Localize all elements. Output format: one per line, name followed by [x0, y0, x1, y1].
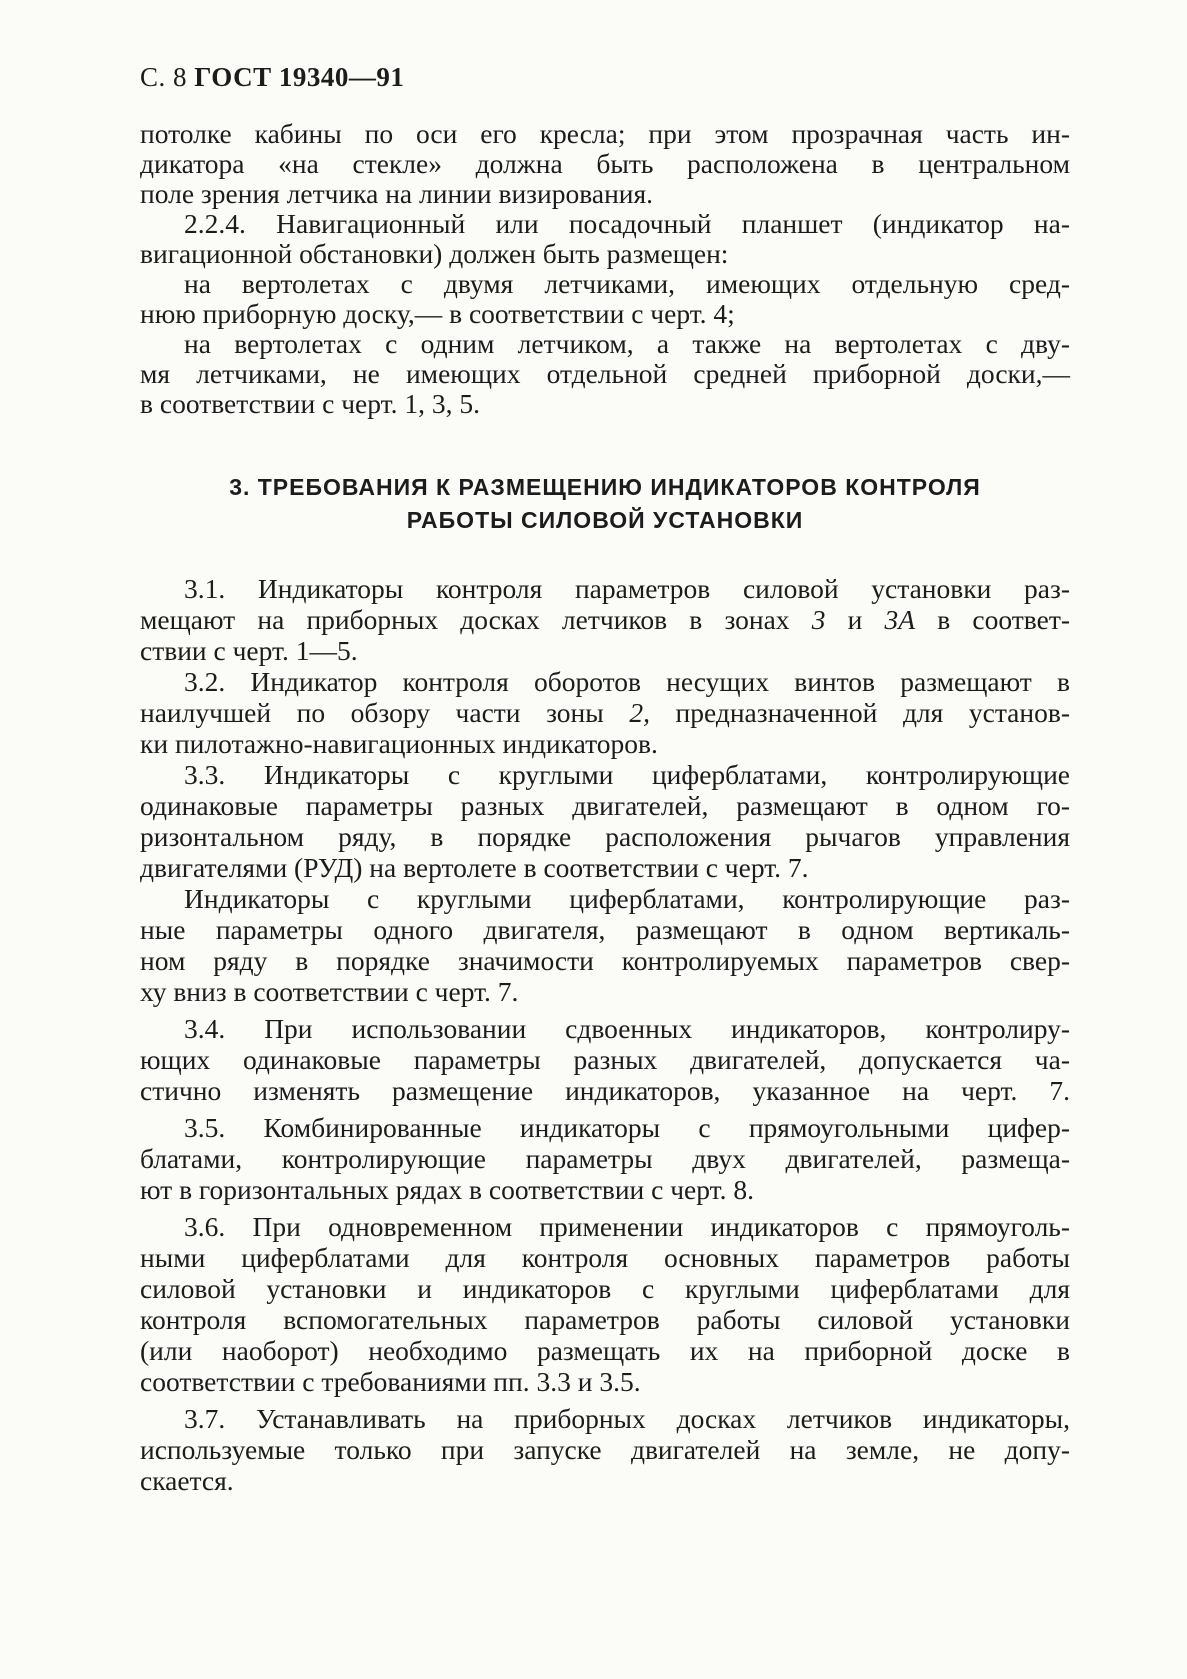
zone-label: 3 [811, 604, 826, 635]
clause-3-2: 3.2. Индикатор контроля оборотов несущих винтов размещают в [184, 666, 1070, 697]
continuation-text [140, 119, 1070, 419]
text-line: потолке кабины по оси его кресла; при этом прозрачная часть ин- [140, 118, 1070, 149]
text-line: контроля вспомогательных параметров работы силовой установки [140, 1304, 1070, 1335]
text-line: ными циферблатами для контроля основных параметров работы [140, 1242, 1070, 1273]
clause-3-3-paragraph-2: Индикаторы с круглыми циферблатами, контролирующие раз- [184, 883, 1070, 914]
clause-3-4: 3.4. При использовании сдвоенных индикаторов, контролиру- [184, 1013, 1070, 1044]
zone-label: 3А [884, 604, 916, 635]
clause-2-2-4-item-a: на вертолетах с двумя летчиками, имеющих отдельную сред- [184, 268, 1070, 299]
clause-3-1: 3.1. Индикаторы контроля параметров силовой установки раз- [184, 573, 1070, 604]
clause-2-2-4: 2.2.4. Навигационный или посадочный планшет (индикатор на- [184, 208, 1070, 239]
text-line: скается. [140, 1465, 234, 1496]
page-header [140, 62, 1070, 93]
text-line: поле зрения летчика на линии визирования. [140, 178, 654, 209]
clause-3-3: 3.3. Индикаторы с круглыми циферблатами, контролирующие [184, 759, 1070, 790]
text-line: в соответствии с черт. 1, 3, 5. [140, 388, 480, 419]
text-line: блатами, контролирующие параметры двух двигателей, размеща- [140, 1143, 1070, 1174]
text-line: ризонтальном ряду, в порядке расположения рычагов управления [140, 821, 1070, 852]
clause-3-6: 3.6. При одновременном применении индикаторов с прямоуголь- [184, 1211, 1070, 1242]
clause-3-7: 3.7. Устанавливать на приборных досках летчиков индикаторы, [184, 1403, 1070, 1434]
text-line: ки пилотажно-навигационных индикаторов. [140, 728, 658, 759]
zone-label: 2, [629, 697, 650, 728]
document-page [140, 62, 1070, 1496]
section-title-line: РАБОТЫ СИЛОВОЙ УСТАНОВКИ [406, 507, 804, 533]
clause-3-5: 3.5. Комбинированные индикаторы с прямоугольными цифер- [184, 1112, 1070, 1143]
text-line: дикатора «на стекле» должна быть расположена в центральном [140, 148, 1070, 179]
text-line: ном ряду в порядке значимости контролируемых параметров свер- [140, 945, 1070, 976]
text-line: силовой установки и индикаторов с круглыми циферблатами для [140, 1273, 1070, 1304]
section-3-body [140, 573, 1070, 1496]
text-line: ствии с черт. 1—5. [140, 635, 358, 666]
text-line: нюю приборную доску,— в соответствии с черт. 4; [140, 298, 735, 329]
text-line: одинаковые параметры разных двигателей, размещают в одном го- [140, 790, 1070, 821]
text-line: наилучшей по обзору части зоны 2, предназначенной для установ- [140, 697, 1070, 728]
clause-2-2-4-item-b: на вертолетах с одним летчиком, а также на вертолетах с дву- [184, 328, 1070, 359]
text-line: ющих одинаковые параметры разных двигателей, допускается ча- [140, 1044, 1070, 1075]
text-line: мя летчиками, не имеющих отдельной средней приборной доски,— [140, 358, 1070, 389]
text-line: ху вниз в соответствии с черт. 7. [140, 976, 519, 1007]
text-line: (или наоборот) необходимо размещать их на приборной доске в [140, 1335, 1070, 1366]
text-line: двигателями (РУД) на вертолете в соответствии с черт. 7. [140, 852, 809, 883]
text-line: мещают на приборных досках летчиков в зонах 3 и 3А в соответ- [140, 604, 1070, 635]
text-line: используемые только при запуске двигателей на земле, не допу- [140, 1434, 1070, 1465]
text-line: ют в горизонтальных рядах в соответствии с черт. 8. [140, 1174, 754, 1205]
document-code: ГОСТ 19340—91 [194, 62, 405, 92]
section-title-line: 3. ТРЕБОВАНИЯ К РАЗМЕЩЕНИЮ ИНДИКАТОРОВ КОНТРОЛЯ [229, 474, 981, 500]
text-line: соответствии с требованиями пп. 3.3 и 3.5. [140, 1366, 641, 1397]
section-3-heading [140, 471, 1070, 537]
page-number: С. 8 [140, 62, 188, 92]
text-line: стично изменять размещение индикаторов, указанное на черт. 7. [140, 1075, 1070, 1106]
text-line: ные параметры одного двигателя, размещают в одном вертикаль- [140, 914, 1070, 945]
text-line: вигационной обстановки) должен быть размещен: [140, 238, 729, 269]
